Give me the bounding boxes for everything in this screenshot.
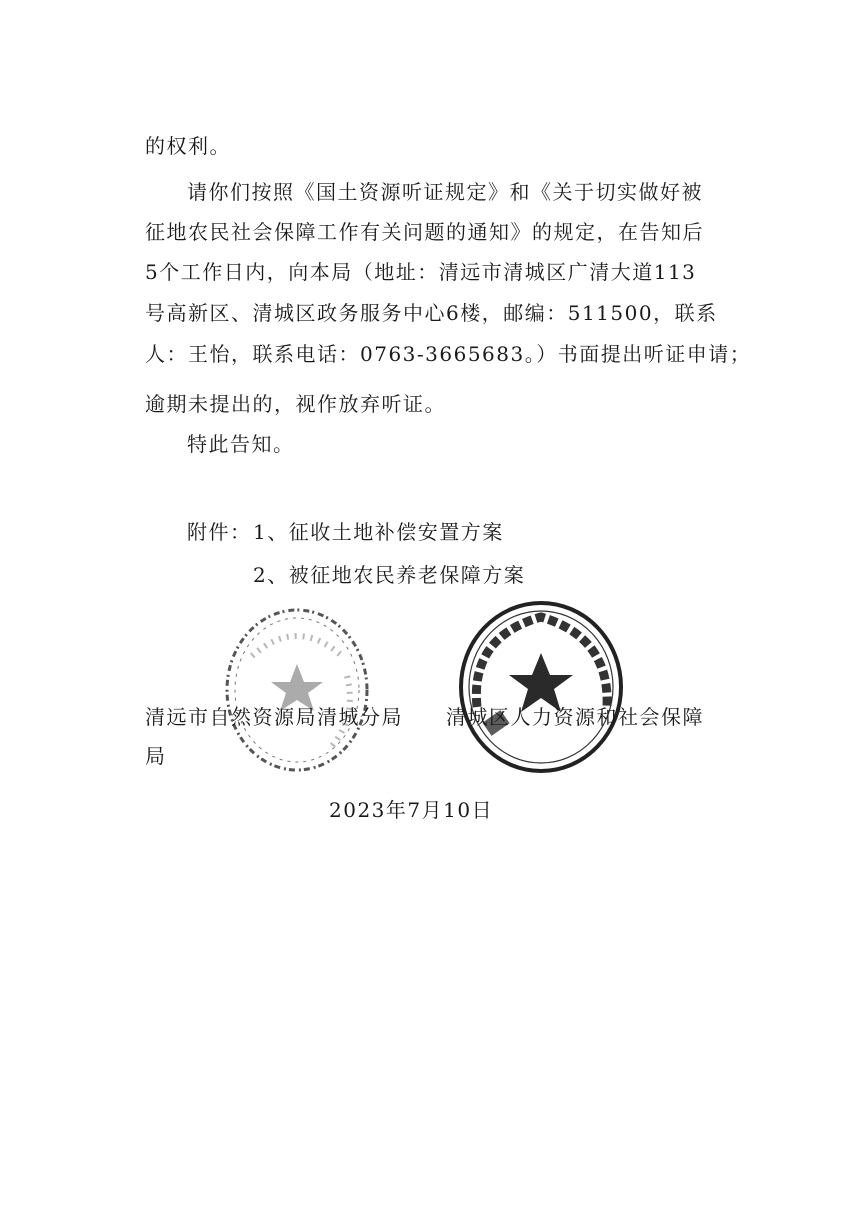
right-official-seal-icon bbox=[455, 597, 627, 777]
attachments-label: 附件： bbox=[187, 520, 252, 544]
paragraph-line: 逾期未提出的，视作放弃听证。 bbox=[145, 392, 446, 416]
paragraph-line: 的权利。 bbox=[145, 134, 231, 158]
paragraph-line: 征地农民社会保障工作有关问题的通知》的规定，在告知后 bbox=[145, 220, 704, 244]
attachment-item: 1、征收土地补偿安置方案 bbox=[253, 520, 504, 544]
paragraph-line: 请你们按照《国土资源听证规定》和《关于切实做好被 bbox=[187, 180, 703, 204]
signatory-left: 清远市自然资源局清城分局 bbox=[145, 705, 403, 729]
attachment-item: 2、被征地农民养老保障方案 bbox=[253, 563, 526, 587]
left-official-seal-icon bbox=[222, 606, 372, 774]
paragraph-line: 号高新区、清城区政务服务中心6楼，邮编：511500，联系 bbox=[145, 301, 718, 325]
document-date: 2023年7月10日 bbox=[329, 798, 494, 822]
paragraph-line: 人：王怡，联系电话：0763-3665683。）书面提出听证申请； bbox=[145, 342, 752, 366]
closing-text: 特此告知。 bbox=[187, 432, 295, 456]
paragraph-line: 5个工作日内，向本局（地址：清远市清城区广清大道113 bbox=[145, 260, 697, 284]
signatory-right-continued: 局 bbox=[145, 744, 167, 768]
signatory-right: 清城区人力资源和社会保障 bbox=[446, 705, 704, 729]
